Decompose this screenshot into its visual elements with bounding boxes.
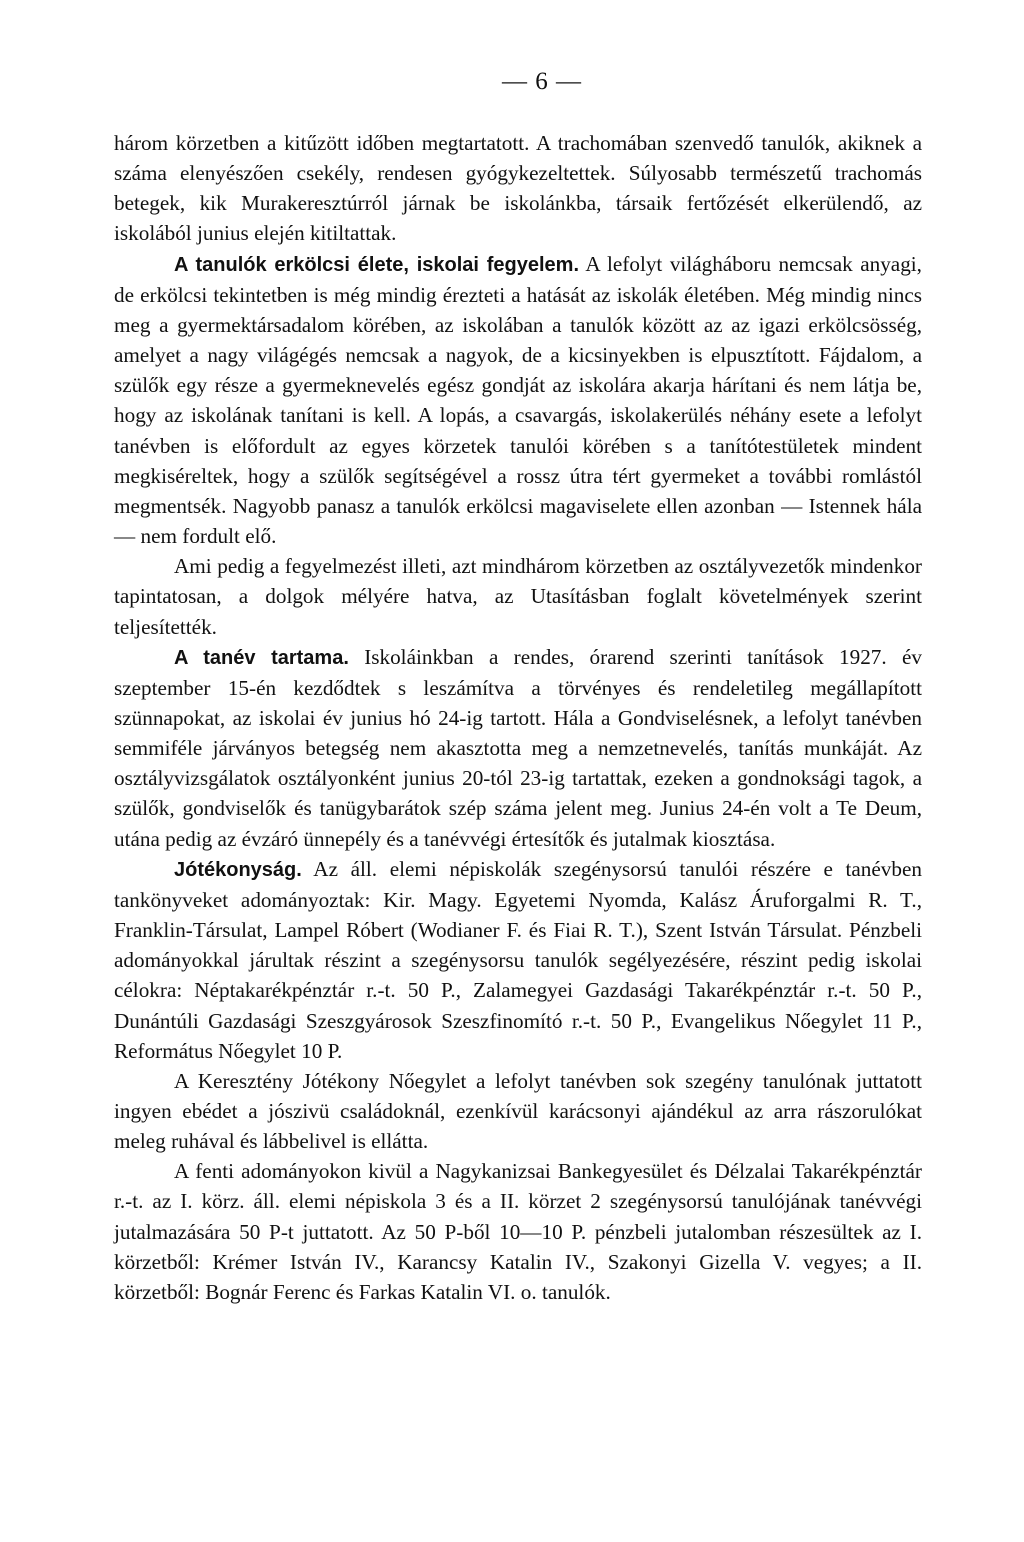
paragraph-text: A Keresztény Jótékony Nőegylet a lefolyt tanévben sok szegény tanulónak juttatott ingyen ebédet a jószivü családoknál, ezenkívül karácsonyi ajándékul az arra rászorulókat meleg ruhával és lábbelivel is ellátta. — [114, 1068, 922, 1154]
paragraph-charity — [114, 854, 922, 1066]
section-heading-discipline: A tanulók erkölcsi élete, iskolai fegyelem. — [174, 253, 579, 276]
paragraph-womens-association — [114, 1066, 922, 1156]
section-heading-school-year: A tanév tartama. — [174, 646, 349, 669]
body-text — [114, 128, 922, 1307]
paragraph-text: Az áll. elemi népiskolák szegénysorsú tanulói részére e tanévben tankönyveket adományoztak: Kir. Magy. Egyetemi Nyomda, Kalász Áruforgalmi R. T., Franklin-Társulat, Lampel Róbert (Wodianer F. és Fiai R. T.), Szent István Társulat. Pénzbeli adományokkal járultak részint a szegénysorsu tanulók segélyezésére, részint pedig iskolai célokra: Néptakarékpénztár r.-t. 50 P., Zalamegyei Gazdasági Takarékpénztár r.-t. 50 P., Dunántúli Gazdasági Szeszgyárosok Szeszfinomító r.-t. 50 P., Evangelikus Nőegylet 11 P., Református Nőegylet 10 P. — [114, 856, 922, 1063]
paragraph-trachoma — [114, 128, 922, 249]
paragraph-text: három körzetben a kitűzött időben megtartatott. A trachomában szenvedő tanulók, akiknek a száma elenyészően csekély, rendesen gyógykezeltettek. Súlyosabb természetű trachomás betegek, kik Murakeresztúrról járnak be iskolánkba, társaik fertőzését elkerülendő, az iskolából junius elején kitiltattak. — [114, 131, 922, 246]
page-number: — 6 — — [502, 68, 582, 95]
paragraph-text: A lefolyt világháboru nemcsak anyagi, de erkölcsi tekintetben is még mindig érezteti a hatását az iskolák életében. Még mindig nincs meg a gyermektársadalom körében, az iskolában a tanulók között az az igazi erkölcsösség, amelyet a nagy világégés nemcsak a nagyok, de a kicsinyekben is elpusztított. Fájdalom, a szülők egy része a gyermeknevelés egész gondját az iskolára akarja hárítani és nem látja be, hogy az iskolának tanítani is kell. A lopás, a csavargás, iskolakerülés néhány esete a lefolyt tanévben is előfordult az egyes körzetek tanulói körében s a tanítótestületek mindent megkiséreltek, hogy a szülők segítségével a rossz útra tért gyermeket a további romlástól megmentsék. Nagyobb panasz a tanulók erkölcsi magaviselete ellen azonban — Istennek hála — nem fordult elő. — [114, 251, 922, 549]
paragraph-discipline — [114, 249, 922, 552]
paragraph-text: Iskoláinkban a rendes, órarend szerinti tanítások 1927. év szeptember 15-én kezdődtek s leszámítva a törvényes és rendeletileg megállapított szünnapokat, az iskolai év junius hó 24-ig tartott. Hála a Gondviselésnek, a lefolyt tanévben semmiféle járványos betegség nem akasztotta meg a nemzetnevelés, tanítás munkáját. Az osztályvizsgálatok osztályonként junius 20-tól 23-ig tartattak, ezeken a gondnoksági tagok, a szülők, gondviselők és tanügybarátok szép száma jelent meg. Junius 24-én volt a Te Deum, utána pedig az évzáró ünnepély és a tanévvégi értesítők és jutalmak kiosztása. — [114, 644, 922, 851]
paragraph-school-year — [114, 642, 922, 854]
paragraph-text: Ami pedig a fegyelmezést illeti, azt mindhárom körzetben az osztályvezetők mindenkor tapintatosan, a dolgok mélyére hatva, az Utasításban foglalt követelmények szerint teljesítették. — [114, 554, 922, 639]
paragraph-text: A fenti adományokon kivül a Nagykanizsai Bankegyesület és Délzalai Takarékpénztár r.-t. az I. körz. áll. elemi népiskola 3 és a II. körzet 2 szegénysorsú tanulójának tanévvégi jutalmazására 50 P-t juttatott. Az 50 P-ből 10—10 P. pénzbeli jutalomban részesültek az I. körzetből: Krémer István IV., Karancsy Katalin IV., Szakonyi Gizella V. vegyes; a II. körzetből: Bognár Ferenc és Farkas Katalin VI. o. tanulók. — [114, 1159, 922, 1304]
paragraph-discipline-2 — [114, 551, 922, 641]
paragraph-donations — [114, 1156, 922, 1307]
section-heading-charity: Jótékonyság. — [174, 858, 302, 881]
